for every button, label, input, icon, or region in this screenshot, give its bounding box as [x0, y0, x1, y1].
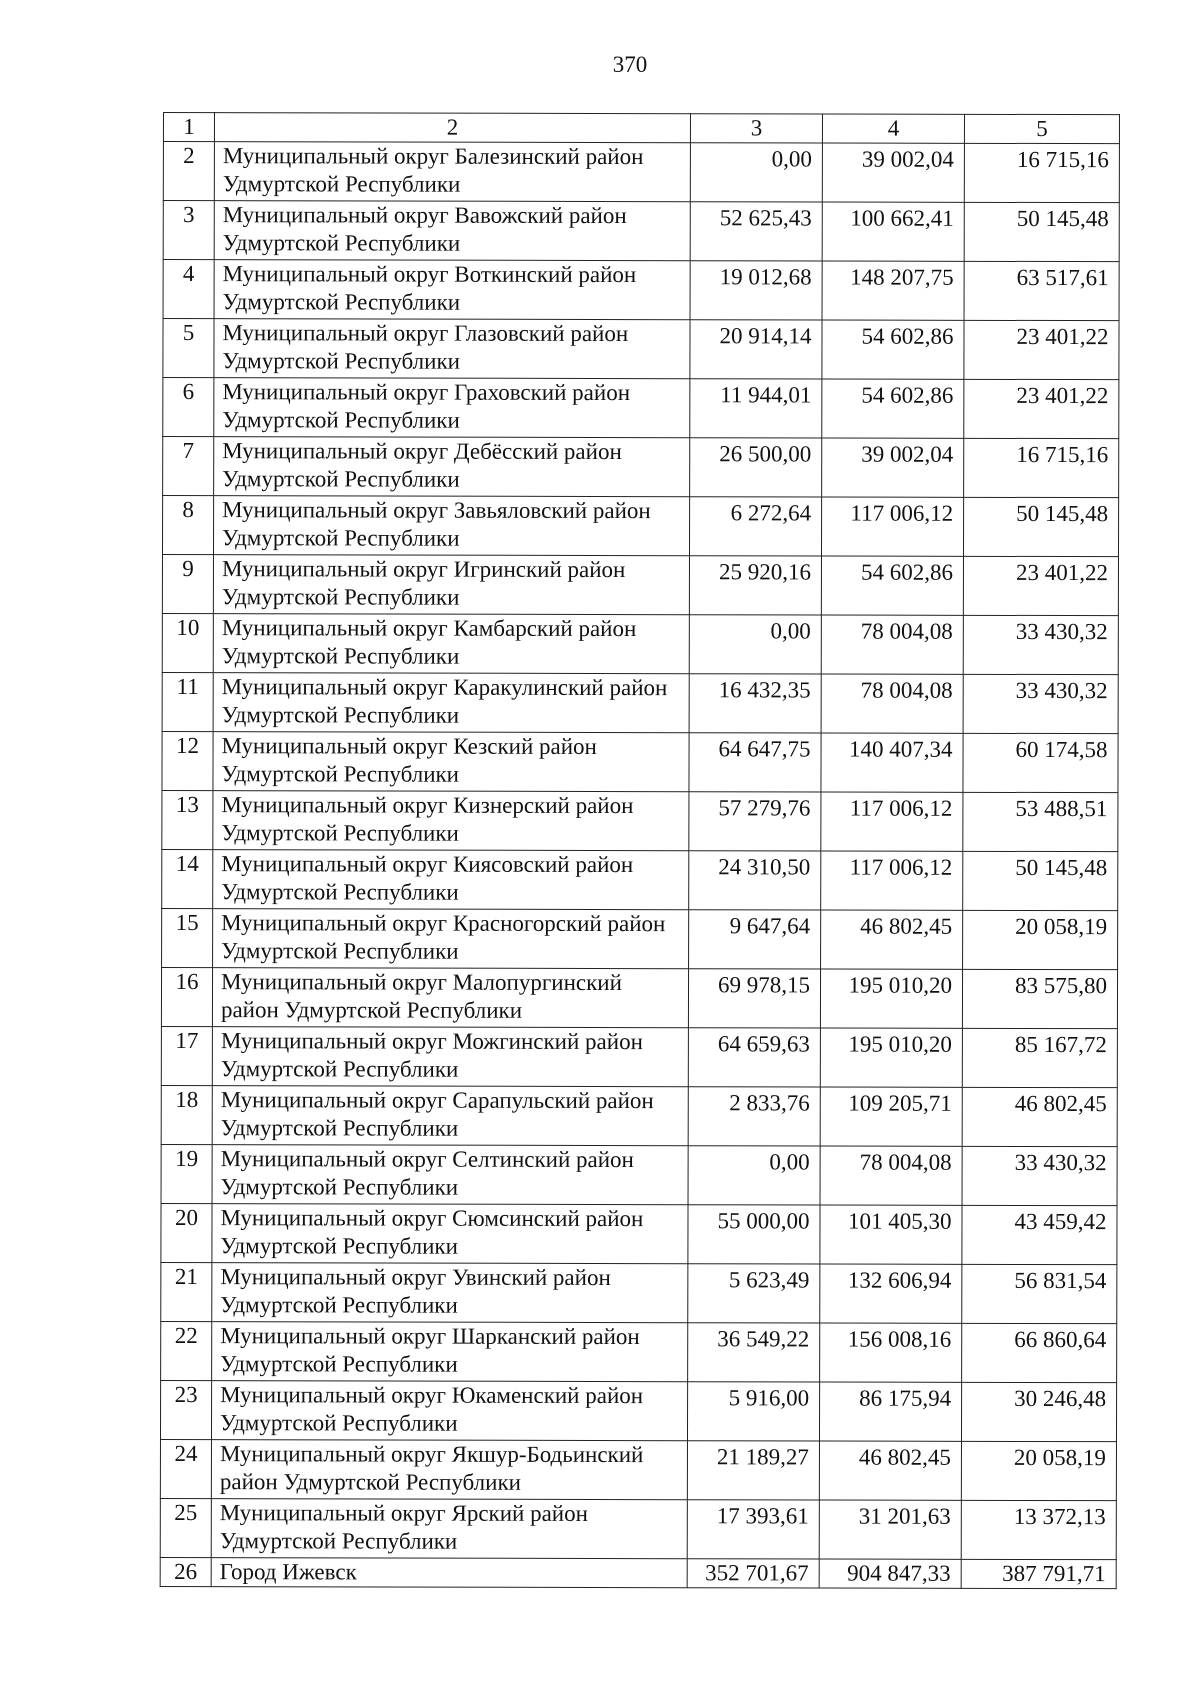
- row-number-cell: 4: [163, 260, 214, 319]
- column-4-value-cell: 78 004,08: [821, 615, 963, 674]
- column-3-value-cell: 19 012,68: [690, 261, 822, 320]
- column-3-value-cell: 20 914,14: [690, 320, 822, 379]
- table-row: [163, 201, 1119, 262]
- municipality-name-cell: Муниципальный округ Увинский район Удмуртской Республики: [212, 1263, 688, 1323]
- municipality-name-cell: Муниципальный округ Селтинский район Удмуртской Республики: [212, 1145, 688, 1205]
- column-4-value-cell: 195 010,20: [820, 969, 962, 1028]
- column-3-value-cell: 6 272,64: [689, 497, 821, 556]
- table-row: [161, 1262, 1117, 1323]
- column-4-value-cell: 140 407,34: [821, 733, 963, 792]
- municipality-name-cell: Муниципальный округ Каракулинский район Удмуртской Республики: [213, 673, 689, 733]
- table-row: [162, 672, 1118, 733]
- municipality-name-cell: Муниципальный округ Воткинский район Удмуртской Республики: [214, 260, 690, 320]
- column-3-value-cell: 21 189,27: [687, 1441, 819, 1500]
- column-4-value-cell: 156 008,16: [820, 1323, 962, 1382]
- column-5-value-cell: 50 145,48: [963, 851, 1118, 910]
- row-number-cell: 7: [163, 437, 214, 496]
- municipality-name-cell: Муниципальный округ Юкаменский район Удмуртской Республики: [211, 1381, 687, 1441]
- municipality-name-cell: Город Ижевск: [211, 1558, 687, 1588]
- table-row: [163, 260, 1119, 321]
- municipality-name-cell: Муниципальный округ Балезинский район Удмуртской Республики: [214, 142, 690, 202]
- column-5-value-cell: 56 831,54: [962, 1264, 1117, 1323]
- table-row: [163, 378, 1119, 439]
- row-number-cell: 14: [162, 849, 213, 908]
- column-5-value-cell: 30 246,48: [961, 1382, 1116, 1441]
- table-row: [160, 1557, 1116, 1588]
- municipality-name-cell: Муниципальный округ Красногорский район Удмуртской Республики: [213, 909, 689, 969]
- column-5-value-cell: 23 401,22: [964, 320, 1119, 379]
- row-number-cell: 23: [160, 1380, 211, 1439]
- column-5-value-cell: 23 401,22: [964, 379, 1119, 438]
- column-5-value-cell: 83 575,80: [962, 969, 1117, 1028]
- column-5-value-cell: 20 058,19: [961, 1441, 1116, 1500]
- column-5-value-cell: 43 459,42: [962, 1205, 1117, 1264]
- table-row: [163, 319, 1119, 380]
- municipality-name-cell: Муниципальный округ Якшур-Бодьинский район Удмуртской Республики: [211, 1440, 687, 1500]
- municipality-name-cell: Муниципальный округ Завьяловский район Удмуртской Республики: [213, 496, 689, 556]
- row-number-cell: 16: [161, 967, 212, 1026]
- table-row: [161, 1144, 1117, 1205]
- row-number-cell: 12: [162, 731, 213, 790]
- table-row: [161, 1085, 1117, 1146]
- column-5-value-cell: 50 145,48: [964, 202, 1119, 261]
- row-number-cell: 18: [161, 1085, 212, 1144]
- header-cell-1: 1: [163, 113, 214, 142]
- row-number-cell: 3: [163, 201, 214, 260]
- column-3-value-cell: 0,00: [689, 615, 821, 674]
- column-4-value-cell: 117 006,12: [821, 497, 963, 556]
- column-3-value-cell: 24 310,50: [689, 851, 821, 910]
- municipality-name-cell: Муниципальный округ Глазовский район Удмуртской Республики: [214, 319, 690, 379]
- column-4-value-cell: 86 175,94: [819, 1382, 961, 1441]
- municipality-name-cell: Муниципальный округ Камбарский район Удмуртской Республики: [213, 614, 689, 674]
- table-row: [160, 1380, 1116, 1441]
- column-4-value-cell: 31 201,63: [819, 1500, 961, 1559]
- row-number-cell: 5: [163, 319, 214, 378]
- row-number-cell: 21: [161, 1262, 212, 1321]
- table-row: [160, 1439, 1116, 1500]
- table-row: [160, 1498, 1116, 1559]
- header-row: [163, 113, 1119, 144]
- column-4-value-cell: 46 802,45: [821, 910, 963, 969]
- header-cell-4: 4: [822, 114, 964, 143]
- municipality-name-cell: Муниципальный округ Кизнерский район Удмуртской Республики: [213, 791, 689, 851]
- row-number-cell: 15: [162, 908, 213, 967]
- row-number-cell: 6: [163, 378, 214, 437]
- column-5-value-cell: 20 058,19: [963, 910, 1118, 969]
- table-row: [163, 437, 1119, 498]
- column-5-value-cell: 63 517,61: [964, 261, 1119, 320]
- column-5-value-cell: 85 167,72: [962, 1028, 1117, 1087]
- table-row: [161, 967, 1117, 1028]
- municipality-name-cell: Муниципальный округ Ярский район Удмуртской Республики: [211, 1499, 687, 1559]
- column-4-value-cell: 100 662,41: [822, 202, 964, 261]
- row-number-cell: 20: [161, 1203, 212, 1262]
- column-5-value-cell: 16 715,16: [964, 438, 1119, 497]
- column-3-value-cell: 64 659,63: [688, 1028, 820, 1087]
- column-3-value-cell: 36 549,22: [688, 1323, 820, 1382]
- column-4-value-cell: 78 004,08: [820, 1146, 962, 1205]
- row-number-cell: 13: [162, 790, 213, 849]
- municipality-name-cell: Муниципальный округ Вавожский район Удмуртской Республики: [214, 201, 690, 261]
- column-4-value-cell: 54 602,86: [822, 320, 964, 379]
- table-row: [162, 613, 1118, 674]
- column-3-value-cell: 5 623,49: [688, 1264, 820, 1323]
- row-number-cell: 9: [162, 555, 213, 614]
- row-number-cell: 17: [161, 1026, 212, 1085]
- data-table: [160, 112, 1120, 1589]
- table-row: [161, 1026, 1117, 1087]
- column-5-value-cell: 46 802,45: [962, 1087, 1117, 1146]
- municipality-name-cell: Муниципальный округ Малопургинский район Удмуртской Республики: [212, 968, 688, 1028]
- column-4-value-cell: 117 006,12: [821, 792, 963, 851]
- table-row: [161, 1321, 1117, 1382]
- column-4-value-cell: 54 602,86: [821, 556, 963, 615]
- column-4-value-cell: 195 010,20: [820, 1028, 962, 1087]
- table-row: [162, 731, 1118, 792]
- column-5-value-cell: 33 430,32: [962, 1146, 1117, 1205]
- table-row: [162, 496, 1118, 557]
- column-3-value-cell: 0,00: [688, 1146, 820, 1205]
- page-number: 370: [612, 52, 648, 77]
- municipality-name-cell: Муниципальный округ Шарканский район Удмуртской Республики: [212, 1322, 688, 1382]
- column-4-value-cell: 904 847,33: [819, 1559, 961, 1588]
- column-5-value-cell: 33 430,32: [963, 674, 1118, 733]
- column-3-value-cell: 25 920,16: [689, 556, 821, 615]
- row-number-cell: 10: [162, 613, 213, 672]
- column-5-value-cell: 66 860,64: [962, 1323, 1117, 1382]
- column-3-value-cell: 5 916,00: [687, 1382, 819, 1441]
- column-3-value-cell: 16 432,35: [689, 674, 821, 733]
- column-4-value-cell: 117 006,12: [821, 851, 963, 910]
- column-3-value-cell: 352 701,67: [687, 1559, 819, 1588]
- column-4-value-cell: 54 602,86: [822, 379, 964, 438]
- municipality-name-cell: Муниципальный округ Игринский район Удмуртской Республики: [213, 555, 689, 615]
- column-4-value-cell: 39 002,04: [822, 438, 964, 497]
- column-3-value-cell: 9 647,64: [689, 910, 821, 969]
- row-number-cell: 22: [161, 1321, 212, 1380]
- column-5-value-cell: 23 401,22: [963, 556, 1118, 615]
- column-3-value-cell: 69 978,15: [688, 969, 820, 1028]
- column-3-value-cell: 55 000,00: [688, 1205, 820, 1264]
- row-number-cell: 25: [160, 1498, 211, 1557]
- table-row: [161, 1203, 1117, 1264]
- row-number-cell: 8: [162, 496, 213, 555]
- column-5-value-cell: 60 174,58: [963, 733, 1118, 792]
- column-5-value-cell: 33 430,32: [963, 615, 1118, 674]
- column-3-value-cell: 2 833,76: [688, 1087, 820, 1146]
- column-4-value-cell: 46 802,45: [819, 1441, 961, 1500]
- table-body: [160, 113, 1119, 1589]
- row-number-cell: 11: [162, 672, 213, 731]
- header-cell-2: 2: [214, 113, 690, 143]
- column-5-value-cell: 16 715,16: [964, 143, 1119, 202]
- column-3-value-cell: 52 625,43: [690, 202, 822, 261]
- column-5-value-cell: 387 791,71: [961, 1559, 1116, 1588]
- column-3-value-cell: 0,00: [690, 143, 822, 202]
- column-4-value-cell: 109 205,71: [820, 1087, 962, 1146]
- column-3-value-cell: 17 393,61: [687, 1500, 819, 1559]
- table-row: [162, 908, 1118, 969]
- municipality-name-cell: Муниципальный округ Сюмсинский район Удмуртской Республики: [212, 1204, 688, 1264]
- row-number-cell: 26: [160, 1557, 211, 1586]
- column-3-value-cell: 11 944,01: [690, 379, 822, 438]
- column-4-value-cell: 78 004,08: [821, 674, 963, 733]
- column-4-value-cell: 39 002,04: [822, 143, 964, 202]
- header-cell-5: 5: [964, 114, 1119, 143]
- column-5-value-cell: 50 145,48: [963, 497, 1118, 556]
- table-row: [162, 790, 1118, 851]
- table-row: [162, 849, 1118, 910]
- municipality-name-cell: Муниципальный округ Киясовский район Удмуртской Республики: [213, 850, 689, 910]
- header-cell-3: 3: [690, 114, 822, 143]
- column-4-value-cell: 132 606,94: [820, 1264, 962, 1323]
- municipality-name-cell: Муниципальный округ Сарапульский район Удмуртской Республики: [212, 1086, 688, 1146]
- table-row: [163, 142, 1119, 203]
- table-row: [162, 555, 1118, 616]
- municipality-name-cell: Муниципальный округ Дебёсский район Удмуртской Республики: [214, 437, 690, 497]
- column-3-value-cell: 64 647,75: [689, 733, 821, 792]
- column-5-value-cell: 53 488,51: [963, 792, 1118, 851]
- row-number-cell: 19: [161, 1144, 212, 1203]
- column-5-value-cell: 13 372,13: [961, 1500, 1116, 1559]
- municipality-name-cell: Муниципальный округ Кезский район Удмуртской Республики: [213, 732, 689, 792]
- column-3-value-cell: 26 500,00: [690, 438, 822, 497]
- municipality-name-cell: Муниципальный округ Можгинский район Удмуртской Республики: [212, 1027, 688, 1087]
- row-number-cell: 24: [160, 1439, 211, 1498]
- municipality-name-cell: Муниципальный округ Граховский район Удмуртской Республики: [214, 378, 690, 438]
- column-4-value-cell: 101 405,30: [820, 1205, 962, 1264]
- row-number-cell: 2: [163, 142, 214, 201]
- column-3-value-cell: 57 279,76: [689, 792, 821, 851]
- column-4-value-cell: 148 207,75: [822, 261, 964, 320]
